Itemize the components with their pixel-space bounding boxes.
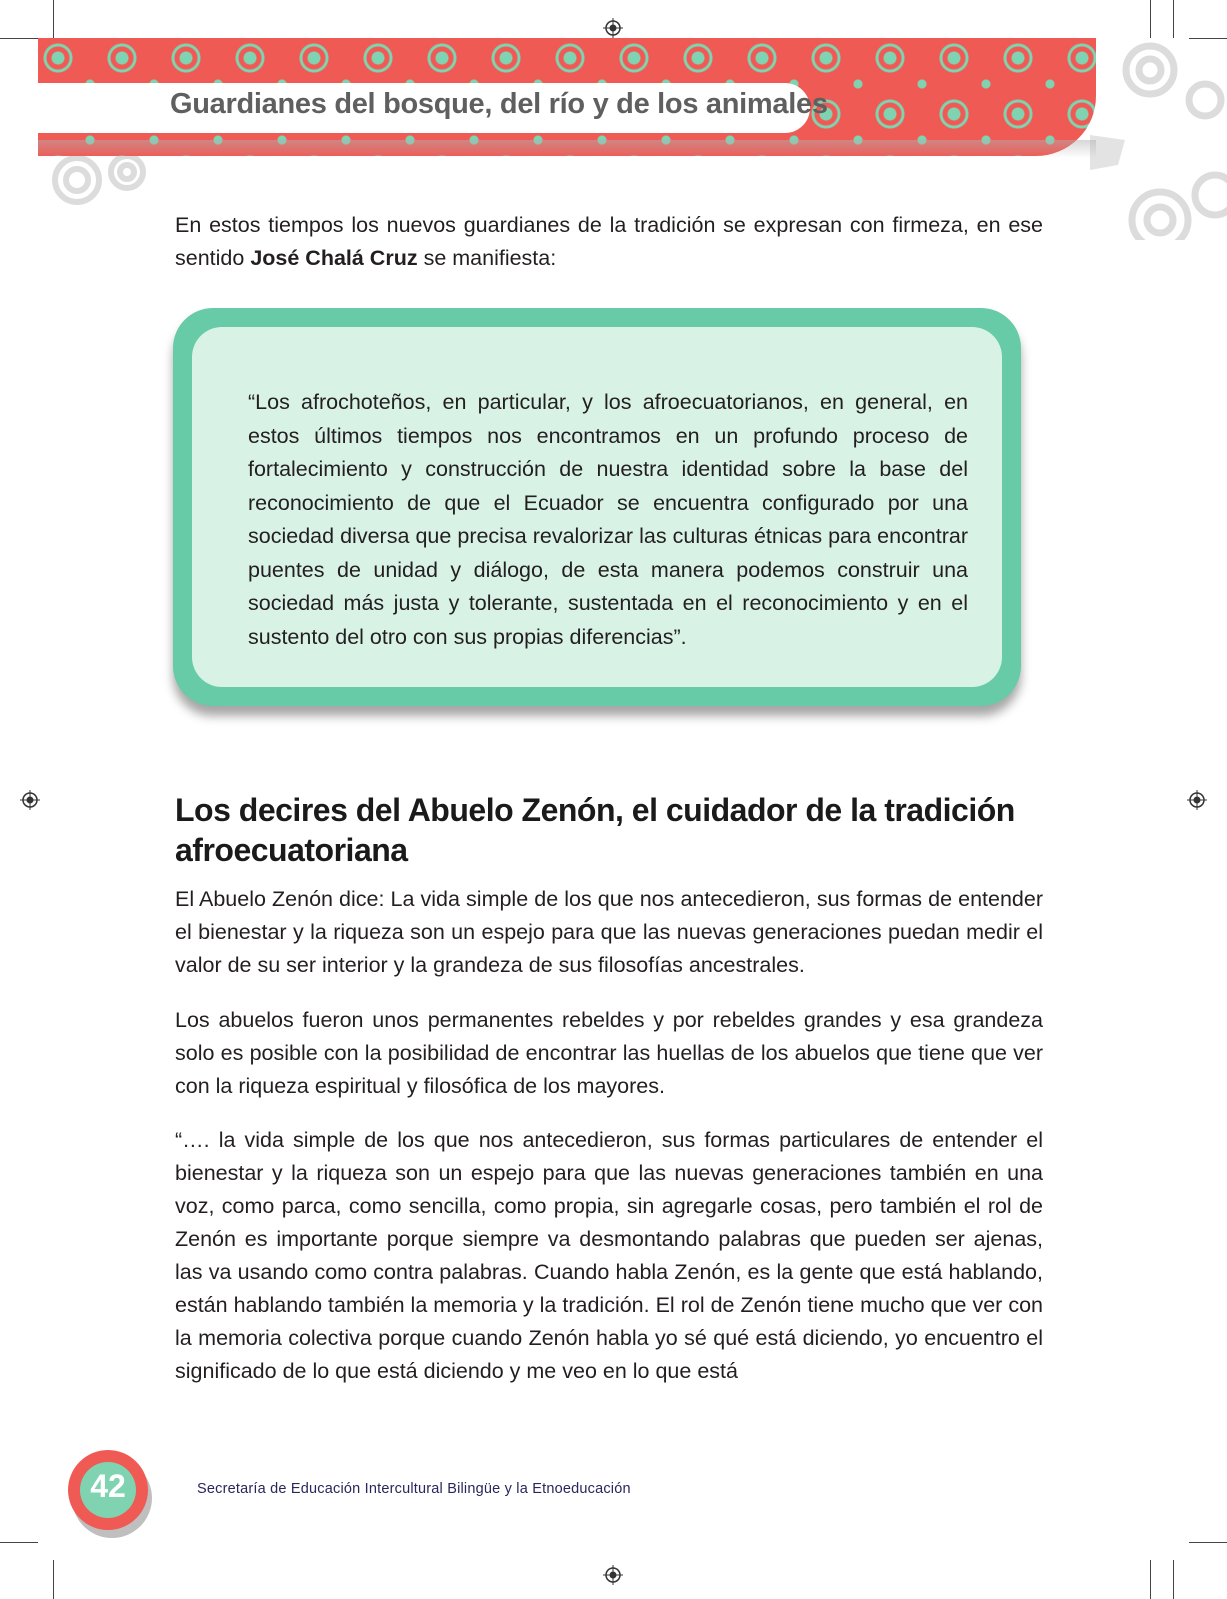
- crop-mark: [53, 0, 54, 38]
- crop-mark: [1189, 1542, 1227, 1543]
- intro-text-after: se manifiesta:: [417, 246, 557, 270]
- page-number: 42: [90, 1468, 126, 1504]
- spiral-ornament-icon: [42, 150, 152, 220]
- section-paragraph: Los abuelos fueron unos permanentes rebeldes y por rebeldes grandes y esa grandeza solo es posible con la posibilidad de encontrar las huellas de los abuelos que tiene que ver con la riqueza espiritual y filosófica de los mayores.: [175, 1008, 1043, 1098]
- crop-mark: [1150, 0, 1151, 38]
- crop-mark: [0, 38, 38, 39]
- crop-mark: [53, 1560, 54, 1599]
- section-paragraph: El Abuelo Zenón dice: La vida simple de los que nos antecedieron, sus formas de entender el bienestar y la riqueza son un espejo para que las nuevas generaciones puedan medir el valor de su ser interior y la grandeza de sus filosofías ancestrales.: [175, 887, 1043, 977]
- crop-mark: [1173, 0, 1174, 38]
- crop-mark: [1189, 38, 1227, 39]
- registration-mark-icon: [20, 790, 40, 810]
- crop-mark: [1150, 1560, 1151, 1599]
- intro-text-before: En estos tiempos los nuevos guardianes de la tradición se expresan con firmeza, en ese sentido: [175, 213, 1043, 270]
- intro-bold-name: José Chalá Cruz: [250, 246, 418, 270]
- header-title: Guardianes del bosque, del río y de los animales: [170, 88, 828, 120]
- registration-mark-icon: [1187, 790, 1207, 810]
- footer-publisher: Secretaría de Educación Intercultural Bilingüe y la Etnoeducación: [197, 1481, 631, 1497]
- crop-mark: [0, 1542, 38, 1543]
- registration-mark-icon: [603, 18, 623, 38]
- section-heading: Los decires del Abuelo Zenón, el cuidador de la tradición afroecuatoriana: [175, 792, 1015, 868]
- section-paragraph: “…. la vida simple de los que nos antecedieron, sus formas particulares de entender el bienestar y la riqueza son un espejo para que las nuevas generaciones también en una voz, como parca, como sencilla, como propia, sin agregarle cosas, pero también el rol de Zenón es importante porque siempre va desmontando palabras que pueden ser ajenas, las va usando como contra palabras. Cuando habla Zenón, es la gente que está hablando, están hablando también la memoria y la tradición. El rol de Zenón tiene mucho que ver con la memoria colectiva porque cuando Zenón habla yo sé qué está diciendo, yo encuentro el significado de lo que está diciendo y me veo en lo que está: [175, 1128, 1043, 1383]
- registration-mark-icon: [603, 1565, 623, 1585]
- crop-mark: [1173, 1560, 1174, 1599]
- quote-text: “Los afrochoteños, en particular, y los afroecuatorianos, en general, en estos últimos tiempos nos encontramos en un profundo proceso de fortalecimiento y construcción de nuestra identidad sobre la base del reconocimiento de que el Ecuador se encuentra configurado por una sociedad diversa que precisa revalorizar las culturas étnicas para encontrar puentes de unidad y diálogo, de esta manera podemos construir una sociedad más justa y tolerante, sustentada en el reconocimiento y en el sustento del otro con sus propias diferencias”.: [248, 390, 968, 649]
- intro-paragraph: [175, 209, 1043, 275]
- header-banner-shadow: [38, 140, 1096, 158]
